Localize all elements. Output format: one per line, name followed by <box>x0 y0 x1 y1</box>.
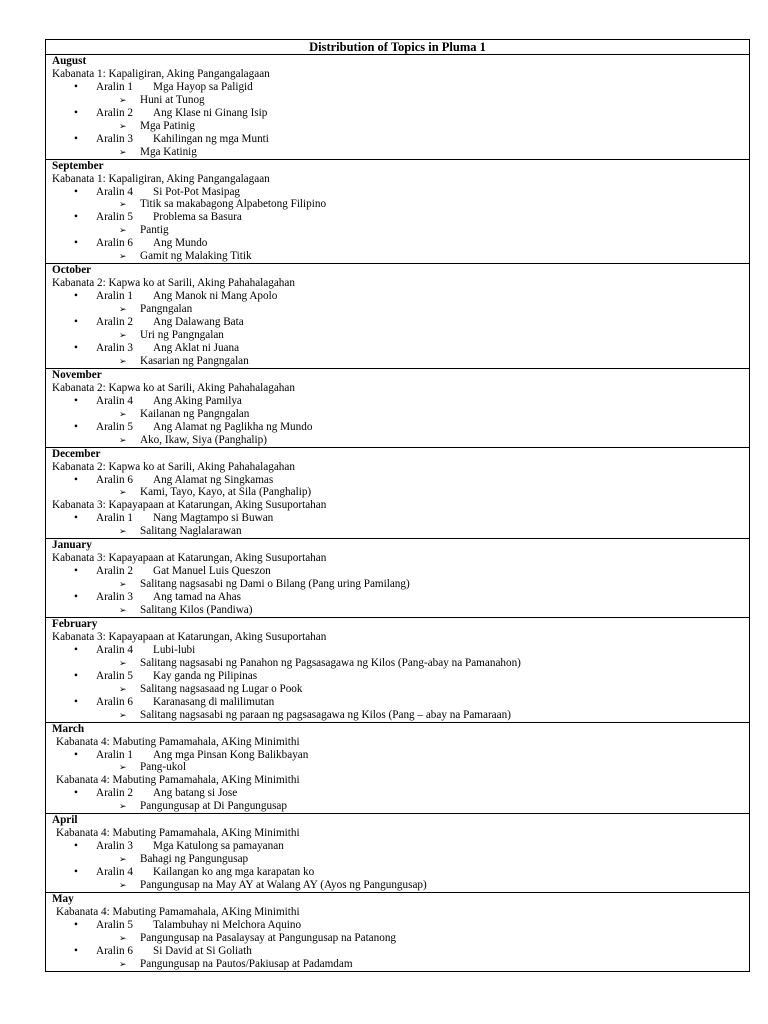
lesson-label: Aralin 2 <box>96 316 133 329</box>
lesson-item <box>52 133 743 146</box>
bullet-icon: • <box>74 80 78 93</box>
chapter-heading: Kabanata 3: Kapayapaan at Katarungan, Aking Susuportahan <box>52 552 327 565</box>
topic-item <box>52 94 743 107</box>
month-row <box>46 814 750 893</box>
arrow-bullet-icon: ➢ <box>119 683 127 694</box>
topic-item <box>52 958 743 971</box>
topic-text: Huni at Tunog <box>140 93 205 106</box>
topic-text: Mga Patinig <box>140 119 196 132</box>
topic-text: Gamit ng Malaking Titik <box>140 250 252 263</box>
bullet-icon: • <box>74 866 78 879</box>
topic-text: Pangungusap na May AY at Walang AY (Ayos ng Pangungusap) <box>140 879 427 892</box>
lesson-title: Ang Aking Pamilya <box>153 394 242 407</box>
topic-item <box>52 525 743 538</box>
bullet-icon: • <box>74 185 78 198</box>
lesson-title: Ang tamad na Ahas <box>153 591 241 604</box>
lesson-item <box>52 211 743 224</box>
bullet-icon: • <box>74 840 78 853</box>
lesson-item <box>52 237 743 250</box>
lesson-item <box>52 290 743 303</box>
bullet-icon: • <box>74 787 78 800</box>
topic-item <box>52 486 743 499</box>
chapter-heading: Kabanata 1: Kapaligiran, Aking Pangangalagaan <box>52 67 270 80</box>
lesson-label: Aralin 5 <box>96 211 133 224</box>
lesson-title: Ang Klase ni Ginang Isip <box>153 106 268 119</box>
lesson-item <box>52 421 743 434</box>
bullet-icon: • <box>74 132 78 145</box>
topic-text: Kasarian ng Pangngalan <box>140 354 249 367</box>
topic-text: Pangungusap na Pasalaysay at Pangungusap na Patanong <box>140 931 397 944</box>
month-cell <box>46 722 750 814</box>
topic-text: Pangungusap na Pautos/Pakiusap at Padamdam <box>140 957 353 970</box>
month-cell <box>46 447 750 539</box>
month-cell <box>46 617 750 722</box>
bullet-icon: • <box>74 565 78 578</box>
arrow-bullet-icon: ➢ <box>119 605 127 616</box>
lesson-label: Aralin 3 <box>96 132 133 145</box>
month-row <box>46 539 750 618</box>
topic-text: Salitang Kilos (Pandiwa) <box>140 604 253 617</box>
lesson-label: Aralin 6 <box>96 473 133 486</box>
month-row <box>46 893 750 972</box>
lesson-title: Mga Hayop sa Paligid <box>153 80 253 93</box>
month-row <box>46 368 750 447</box>
arrow-bullet-icon: ➢ <box>119 801 127 812</box>
arrow-bullet-icon: ➢ <box>119 657 127 668</box>
topic-item <box>52 932 743 945</box>
bullet-icon: • <box>74 473 78 486</box>
topic-item <box>52 853 743 866</box>
arrow-bullet-icon: ➢ <box>119 958 127 969</box>
bullet-icon: • <box>74 341 78 354</box>
topic-text: Salitang Naglalarawan <box>140 525 242 538</box>
bullet-icon: • <box>74 290 78 303</box>
month-name: October <box>52 264 92 277</box>
topic-text: Bahagi ng Pangungusap <box>140 853 249 866</box>
lesson-title: Problema sa Basura <box>153 211 242 224</box>
lesson-item <box>52 644 743 657</box>
month-row <box>46 159 750 264</box>
month-name: February <box>52 617 98 630</box>
arrow-bullet-icon: ➢ <box>119 355 127 366</box>
lesson-title: Kay ganda ng Pilipinas <box>153 669 258 682</box>
lesson-title: Ang Alamat ng Paglikha ng Mundo <box>153 420 313 433</box>
topic-text: Salitang nagsasabi ng paraan ng pagsasagawa ng Kilos (Pang – abay na Pamaraan) <box>140 708 511 721</box>
arrow-bullet-icon: ➢ <box>119 120 127 131</box>
arrow-bullet-icon: ➢ <box>119 94 127 105</box>
table-body <box>46 40 750 972</box>
arrow-bullet-icon: ➢ <box>119 146 127 157</box>
bullet-icon: • <box>74 643 78 656</box>
arrow-bullet-icon: ➢ <box>119 225 127 236</box>
lesson-item <box>52 565 743 578</box>
arrow-bullet-icon: ➢ <box>119 304 127 315</box>
lesson-item <box>52 919 743 932</box>
arrow-bullet-icon: ➢ <box>119 251 127 262</box>
lesson-title: Ang Mundo <box>153 237 208 250</box>
bullet-icon: • <box>74 316 78 329</box>
month-row <box>46 264 750 369</box>
lesson-item <box>52 474 743 487</box>
topic-text: Salitang nagsasabi ng Panahon ng Pagsasagawa ng Kilos (Pang-abay na Pamanahon) <box>140 656 521 669</box>
lesson-label: Aralin 2 <box>96 565 133 578</box>
bullet-icon: • <box>74 748 78 761</box>
chapter-heading: Kabanata 2: Kapwa ko at Sarili, Aking Pahahalagahan <box>52 460 295 473</box>
topic-text: Mga Katinig <box>140 145 197 158</box>
month-cell <box>46 893 750 972</box>
month-name: May <box>52 893 74 905</box>
topic-item <box>52 120 743 133</box>
arrow-bullet-icon: ➢ <box>119 487 127 498</box>
bullet-icon: • <box>74 695 78 708</box>
month-row <box>46 55 750 160</box>
topic-text: Pantig <box>140 224 169 237</box>
topic-item <box>52 800 743 813</box>
arrow-bullet-icon: ➢ <box>119 709 127 720</box>
month-name: March <box>52 722 85 735</box>
topic-item <box>52 408 743 421</box>
topic-text: Ako, Ikaw, Siya (Panghalip) <box>140 433 267 446</box>
topic-text: Pangungusap at Di Pangungusap <box>140 800 287 813</box>
month-name: January <box>52 539 92 552</box>
topic-text: Kami, Tayo, Kayo, at Sila (Panghalip) <box>140 486 312 499</box>
topic-item <box>52 434 743 447</box>
arrow-bullet-icon: ➢ <box>119 854 127 865</box>
lesson-label: Aralin 3 <box>96 341 133 354</box>
lesson-title: Mga Katulong sa pamayanan <box>153 840 284 853</box>
month-cell <box>46 264 750 369</box>
arrow-bullet-icon: ➢ <box>119 526 127 537</box>
lesson-label: Aralin 5 <box>96 918 133 931</box>
lesson-title: Gat Manuel Luis Queszon <box>153 565 271 578</box>
bullet-icon: • <box>74 211 78 224</box>
lesson-item <box>52 395 743 408</box>
topic-item <box>52 355 743 368</box>
month-name: September <box>52 159 104 172</box>
lesson-title: Si David at Si Goliath <box>153 944 252 957</box>
topic-text: Titik sa makabagong Alpabetong Filipino <box>140 198 327 211</box>
lesson-label: Aralin 6 <box>96 944 133 957</box>
lesson-label: Aralin 2 <box>96 787 133 800</box>
lesson-label: Aralin 6 <box>96 237 133 250</box>
topic-item <box>52 657 743 670</box>
topic-item <box>52 578 743 591</box>
lesson-item <box>52 696 743 709</box>
month-name: April <box>52 814 78 827</box>
lesson-item <box>52 670 743 683</box>
lesson-item <box>52 186 743 199</box>
arrow-bullet-icon: ➢ <box>119 762 127 773</box>
chapter-heading: Kabanata 2: Kapwa ko at Sarili, Aking Pahahalagahan <box>52 277 295 290</box>
topic-item <box>52 879 743 892</box>
bullet-icon: • <box>74 591 78 604</box>
bullet-icon: • <box>74 918 78 931</box>
lesson-title: Talambuhay ni Melchora Aquino <box>153 918 302 931</box>
month-row <box>46 722 750 814</box>
lesson-label: Aralin 3 <box>96 840 133 853</box>
bullet-icon: • <box>74 512 78 525</box>
lesson-item <box>52 81 743 94</box>
lesson-label: Aralin 4 <box>96 643 133 656</box>
lesson-label: Aralin 4 <box>96 185 133 198</box>
lesson-label: Aralin 1 <box>96 748 133 761</box>
lesson-item <box>52 512 743 525</box>
lesson-title: Ang mga Pinsan Kong Balikbayan <box>153 748 309 761</box>
topic-item <box>52 303 743 316</box>
lesson-label: Aralin 2 <box>96 106 133 119</box>
topic-item <box>52 329 743 342</box>
lesson-title: Si Pot-Pot Masipag <box>153 185 241 198</box>
lesson-item <box>52 787 743 800</box>
month-name: December <box>52 447 101 460</box>
month-cell <box>46 159 750 264</box>
topic-item <box>52 224 743 237</box>
arrow-bullet-icon: ➢ <box>119 880 127 891</box>
lesson-item <box>52 840 743 853</box>
month-cell <box>46 55 750 160</box>
title-row <box>46 40 750 55</box>
lesson-title: Kahilingan ng mga Munti <box>153 132 269 145</box>
chapter-heading: Kabanata 4: Mabuting Pamamahala, AKing Minimithi <box>56 827 300 840</box>
lesson-title: Ang batang si Jose <box>153 787 238 800</box>
arrow-bullet-icon: ➢ <box>119 932 127 943</box>
lesson-item <box>52 749 743 762</box>
topic-item <box>52 709 743 722</box>
topic-item <box>52 683 743 696</box>
lesson-title: Ang Alamat ng Singkamas <box>153 473 274 486</box>
month-cell <box>46 539 750 618</box>
lesson-item <box>52 342 743 355</box>
topics-table <box>45 39 750 972</box>
bullet-icon: • <box>74 237 78 250</box>
lesson-label: Aralin 1 <box>96 290 133 303</box>
topic-item <box>52 198 743 211</box>
topic-item <box>52 146 743 159</box>
month-cell <box>46 814 750 893</box>
arrow-bullet-icon: ➢ <box>119 330 127 341</box>
lesson-item <box>52 866 743 879</box>
arrow-bullet-icon: ➢ <box>119 199 127 210</box>
document-title: Distribution of Topics in Pluma 1 <box>46 40 750 55</box>
lesson-item <box>52 107 743 120</box>
lesson-label: Aralin 5 <box>96 420 133 433</box>
lesson-label: Aralin 4 <box>96 394 133 407</box>
bullet-icon: • <box>74 394 78 407</box>
arrow-bullet-icon: ➢ <box>119 434 127 445</box>
lesson-title: Karanasang di malilimutan <box>153 695 275 708</box>
chapter-heading: Kabanata 3: Kapayapaan at Katarungan, Aking Susuportahan <box>52 630 327 643</box>
lesson-title: Ang Aklat ni Juana <box>153 341 240 354</box>
topic-text: Pang-ukol <box>140 761 186 774</box>
month-row <box>46 447 750 539</box>
lesson-title: Lubi-lubi <box>153 643 196 656</box>
lesson-item <box>52 945 743 958</box>
topic-text: Kailanan ng Pangngalan <box>140 407 250 420</box>
arrow-bullet-icon: ➢ <box>119 579 127 590</box>
chapter-heading: Kabanata 4: Mabuting Pamamahala, AKing Minimithi <box>56 735 300 748</box>
lesson-title: Nang Magtampo si Buwan <box>153 512 274 525</box>
topic-text: Salitang nagsasaad ng Lugar o Pook <box>140 682 303 695</box>
topic-item <box>52 761 743 774</box>
chapter-heading: Kabanata 2: Kapwa ko at Sarili, Aking Pahahalagahan <box>52 381 295 394</box>
lesson-item <box>52 591 743 604</box>
lesson-title: Ang Manok ni Mang Apolo <box>153 290 278 303</box>
bullet-icon: • <box>74 944 78 957</box>
lesson-label: Aralin 1 <box>96 80 133 93</box>
topic-text: Uri ng Pangngalan <box>140 329 224 342</box>
topic-item <box>52 604 743 617</box>
lesson-label: Aralin 5 <box>96 669 133 682</box>
bullet-icon: • <box>74 106 78 119</box>
chapter-heading: Kabanata 1: Kapaligiran, Aking Pangangalagaan <box>52 172 270 185</box>
lesson-label: Aralin 3 <box>96 591 133 604</box>
month-cell <box>46 368 750 447</box>
lesson-label: Aralin 4 <box>96 866 133 879</box>
month-name: August <box>52 55 87 67</box>
lesson-label: Aralin 1 <box>96 512 133 525</box>
bullet-icon: • <box>74 420 78 433</box>
arrow-bullet-icon: ➢ <box>119 408 127 419</box>
lesson-label: Aralin 6 <box>96 695 133 708</box>
topic-text: Pangngalan <box>140 303 193 316</box>
lesson-title: Ang Dalawang Bata <box>153 316 244 329</box>
lesson-item <box>52 316 743 329</box>
chapter-heading: Kabanata 4: Mabuting Pamamahala, AKing Minimithi <box>56 905 300 918</box>
month-name: November <box>52 368 102 381</box>
chapter-heading: Kabanata 4: Mabuting Pamamahala, AKing Minimithi <box>56 774 300 787</box>
bullet-icon: • <box>74 669 78 682</box>
month-row <box>46 617 750 722</box>
topic-item <box>52 250 743 263</box>
lesson-title: Kailangan ko ang mga karapatan ko <box>153 866 315 879</box>
topic-text: Salitang nagsasabi ng Dami o Bilang (Pang uring Pamilang) <box>140 578 410 591</box>
chapter-heading: Kabanata 3: Kapayapaan at Katarungan, Aking Susuportahan <box>52 499 327 512</box>
